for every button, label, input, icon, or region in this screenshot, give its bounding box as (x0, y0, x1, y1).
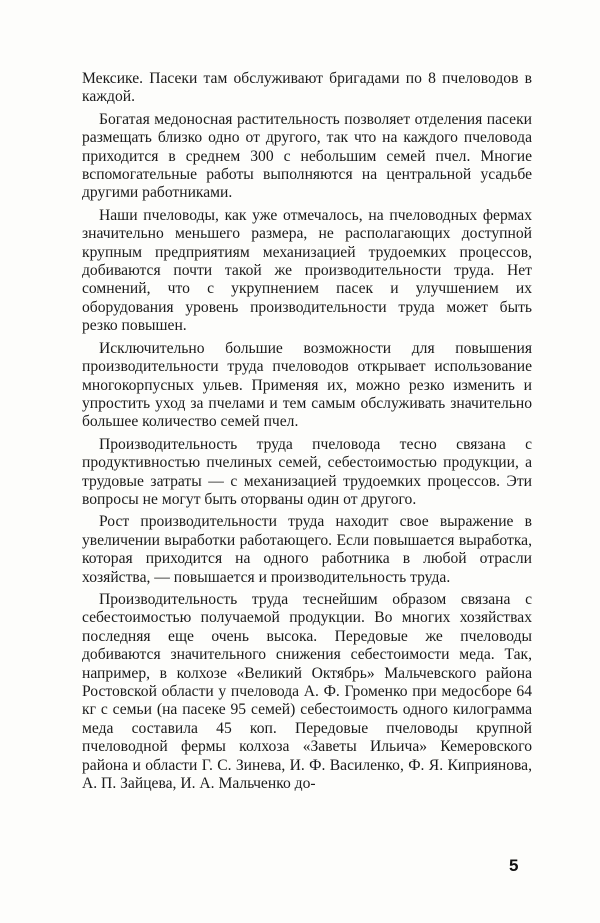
paragraph-3: Наши пчеловоды, как уже отмечалось, на пчеловодных фермах значительно меньшего размера, не располагающих доступной крупным предприятиям механизацией трудоемких процессов, добиваются почти такой же производительности труда. Нет сомнений, что с укрупнением пасек и улучшением их оборудования уровень производительности труда может быть резко повышен. (82, 206, 532, 335)
body-text (82, 70, 532, 797)
paragraph-5: Производительность труда пчеловода тесно связана с продуктивностью пчелиных семей, себестоимостью продукции, а трудовые затраты — с механизацией трудоемких процессов. Эти вопросы не могут быть оторваны один от другого. (82, 435, 532, 508)
paragraph-2: Богатая медоносная растительность позволяет отделения пасеки размещать близко одно от другого, так что на каждого пчеловода приходится в среднем 300 с небольшим семей пчел. Многие вспомогательные работы выполняются на центральной усадьбе другими работниками. (82, 110, 532, 202)
paragraph-1: Мексике. Пасеки там обслуживают бригадами по 8 пчеловодов в каждой. (82, 70, 532, 106)
paragraph-4: Исключительно большие возможности для повышения производительности труда пчеловодов открывает использование многокорпусных ульев. Применяя их, можно резко изменить и упростить уход за пчелами и тем самым обслуживать значительно большее количество семей пчел. (82, 339, 532, 431)
paragraph-6: Рост производительности труда находит свое выражение в увеличении выработки работающего. Если повышается выработка, которая приходится на одного работника в любой отрасли хозяйства, — повышается и производительность труда. (82, 513, 532, 586)
page-number: 5 (509, 856, 519, 875)
paragraph-7: Производительность труда теснейшим образом связана с себестоимостью получаемой продукции. Во многих хозяйствах последняя еще очень высока. Передовые же пчеловоды добиваются значительного снижения себестоимости меда. Так, например, в колхозе «Великий Октябрь» Мальчевского района Ростовской области у пчеловода А. Ф. Громенко при медосборе 64 кг с семьи (на пасеке 95 семей) себестоимость одного килограмма меда составила 45 коп. Передовые пчеловоды крупной пчеловодной фермы колхоза «Заветы Ильича» Кемеровского района и области Г. С. Зинева, И. Ф. Василенко, Ф. Я. Киприянова, А. П. Зайцева, И. А. Мальченко до- (82, 590, 532, 793)
